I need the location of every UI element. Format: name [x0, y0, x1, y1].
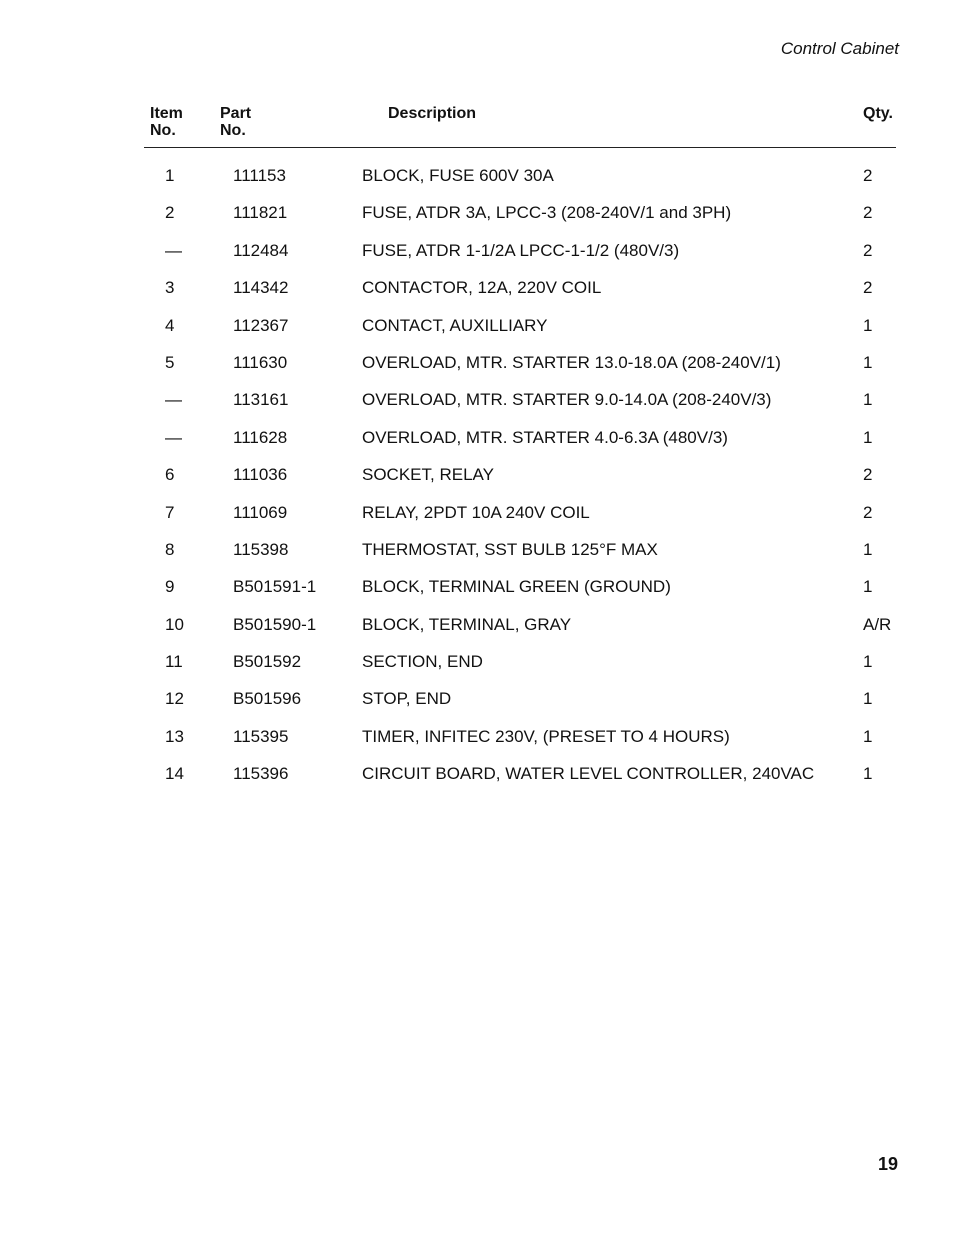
table-row: [0, 307, 954, 344]
item-number-cell: 5: [165, 352, 175, 372]
quantity-cell: 1: [863, 689, 873, 709]
header-divider: [144, 147, 896, 148]
item-number-cell: 11: [165, 652, 183, 672]
column-header-part-line2: No.: [220, 122, 246, 139]
part-number-cell: 112367: [233, 315, 289, 335]
description-cell: CONTACTOR, 12A, 220V COIL: [362, 278, 602, 298]
part-number-cell: 112484: [233, 240, 289, 260]
item-number-cell: 7: [165, 502, 175, 522]
running-header: Control Cabinet: [780, 39, 899, 58]
quantity-cell: 1: [863, 315, 873, 335]
table-row: [0, 381, 954, 418]
table-row: [0, 531, 954, 568]
parts-table-body: [0, 157, 954, 793]
table-row: [0, 157, 954, 194]
quantity-cell: 2: [863, 203, 873, 223]
item-number-cell: 12: [165, 689, 184, 709]
description-cell: BLOCK, TERMINAL, GRAY: [362, 614, 572, 634]
description-cell: TIMER, INFITEC 230V, (PRESET TO 4 HOURS): [362, 726, 730, 746]
quantity-cell: 1: [863, 427, 873, 447]
part-number-cell: B501592: [233, 652, 302, 672]
quantity-cell: 2: [863, 166, 873, 185]
description-cell: OVERLOAD, MTR. STARTER 4.0-6.3A (480V/3): [362, 427, 728, 447]
quantity-cell: 1: [863, 352, 873, 372]
table-row: [0, 269, 954, 306]
part-number-cell: 111153: [233, 166, 286, 185]
part-number-cell: 111069: [233, 502, 288, 522]
description-cell: OVERLOAD, MTR. STARTER 13.0-18.0A (208-240V/1): [362, 352, 781, 372]
quantity-cell: 2: [863, 502, 873, 522]
table-row: [0, 680, 954, 717]
column-header-item-line2: No.: [150, 122, 176, 139]
description-cell: RELAY, 2PDT 10A 240V COIL: [362, 502, 590, 522]
description-cell: THERMOSTAT, SST BULB 125°F MAX: [362, 539, 658, 559]
part-number-cell: 111036: [233, 465, 288, 485]
item-number-cell: 2: [165, 203, 175, 223]
quantity-cell: 1: [863, 577, 873, 597]
table-row: [0, 419, 954, 456]
item-number-cell: 4: [165, 315, 175, 335]
column-header-item-no: [150, 105, 183, 139]
table-row: [0, 606, 954, 643]
table-row: [0, 643, 954, 680]
description-cell: SOCKET, RELAY: [362, 465, 494, 485]
part-number-cell: B501591-1: [233, 577, 317, 597]
description-cell: CONTACT, AUXILLIARY: [362, 315, 548, 335]
quantity-cell: 2: [863, 465, 873, 485]
quantity-cell: 2: [863, 278, 873, 298]
description-cell: OVERLOAD, MTR. STARTER 9.0-14.0A (208-240V/3): [362, 390, 772, 410]
table-row: [0, 232, 954, 269]
table-row: [0, 456, 954, 493]
quantity-cell: 1: [863, 390, 873, 410]
part-number-cell: B501596: [233, 689, 302, 709]
column-header-part-no: [220, 105, 251, 139]
description-cell: SECTION, END: [362, 652, 483, 672]
description-cell: CIRCUIT BOARD, WATER LEVEL CONTROLLER, 240VAC: [362, 764, 815, 784]
item-number-cell: 1: [165, 166, 175, 185]
description-cell: BLOCK, TERMINAL GREEN (GROUND): [362, 577, 671, 597]
part-number-cell: 115395: [233, 726, 289, 746]
part-number-cell: 115396: [233, 764, 289, 784]
description-cell: BLOCK, FUSE 600V 30A: [362, 166, 554, 185]
column-header-item-line1: Item: [150, 105, 183, 122]
table-row: [0, 344, 954, 381]
quantity-cell: 1: [863, 764, 873, 784]
table-row: [0, 718, 954, 755]
table-row: [0, 194, 954, 231]
part-number-cell: 111628: [233, 427, 288, 447]
page-number: 19: [877, 1154, 898, 1174]
item-number-cell: 3: [165, 278, 175, 298]
column-header-qty: Qty.: [863, 105, 893, 122]
item-number-cell: 13: [165, 726, 184, 746]
item-number-cell: 8: [165, 539, 175, 559]
column-header-part-line1: Part: [220, 105, 252, 122]
table-row: [0, 755, 954, 792]
part-number-cell: 114342: [233, 278, 289, 298]
quantity-cell: 2: [863, 240, 873, 260]
table-row: [0, 568, 954, 605]
table-row: [0, 494, 954, 531]
part-number-cell: 111821: [233, 203, 288, 223]
item-number-cell: —: [165, 240, 182, 260]
column-header-description: Description: [388, 105, 477, 122]
description-cell: FUSE, ATDR 1-1/2A LPCC-1-1/2 (480V/3): [362, 240, 680, 260]
description-cell: FUSE, ATDR 3A, LPCC-3 (208-240V/1 and 3PH): [362, 203, 732, 223]
part-number-cell: 111630: [233, 352, 288, 372]
item-number-cell: —: [165, 427, 182, 447]
quantity-cell: 1: [863, 726, 873, 746]
quantity-cell: A/R: [863, 614, 892, 634]
item-number-cell: 14: [165, 764, 184, 784]
item-number-cell: 6: [165, 465, 175, 485]
part-number-cell: 113161: [233, 390, 289, 410]
item-number-cell: 10: [165, 614, 184, 634]
description-cell: STOP, END: [362, 689, 452, 709]
quantity-cell: 1: [863, 539, 873, 559]
item-number-cell: 9: [165, 577, 175, 597]
part-number-cell: B501590-1: [233, 614, 317, 634]
item-number-cell: —: [165, 390, 182, 410]
part-number-cell: 115398: [233, 539, 289, 559]
quantity-cell: 1: [863, 652, 873, 672]
